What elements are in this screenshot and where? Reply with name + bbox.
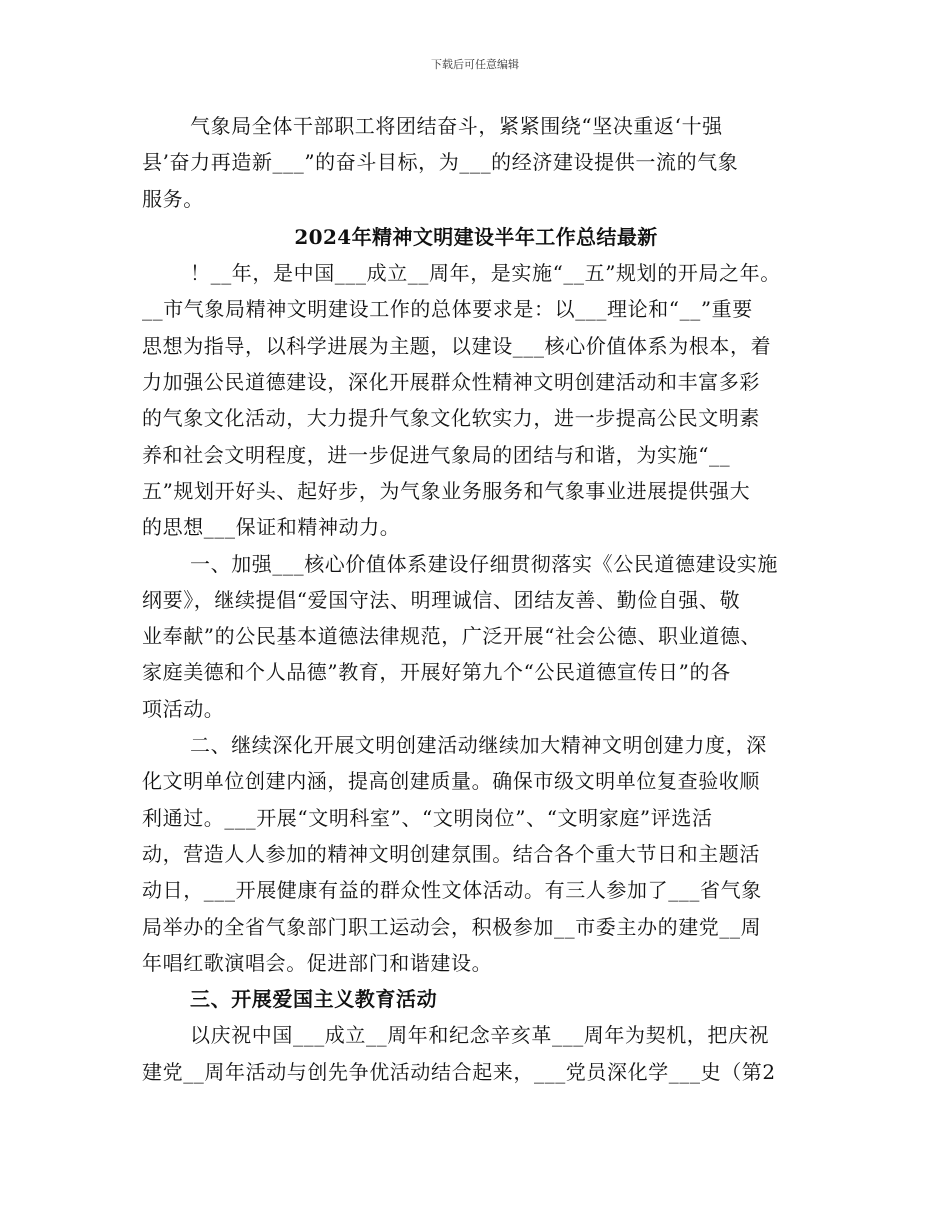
text-line: 局举办的全省气象部门职工运动会，积极参加__市委主办的建党__周 xyxy=(142,914,762,939)
text-line: 化文明单位创建内涵，提高创建质量。确保市级文明单位复查验收顺 xyxy=(142,769,760,794)
intro-paragraph xyxy=(142,108,810,217)
document-body xyxy=(142,108,810,1090)
text-line: 的思想___保证和精神动力。 xyxy=(142,515,401,540)
paragraph-overview xyxy=(142,255,810,545)
text-line: 养和社会文明程度，进一步促进气象局的团结与和谐，为实施“__ xyxy=(142,442,731,467)
text-line: 家庭美德和个人品德”教育，开展好第九个“公民道德宣传日”的各 xyxy=(142,660,731,685)
text-line: 五”规划开好头、起好步，为气象业务服务和气象事业进展提供强大 xyxy=(142,478,751,503)
text-line: 动，营造人人参加的精神文明创建氛围。结合各个重大节日和主题活 xyxy=(142,841,760,866)
paragraph-section-3 xyxy=(142,1017,810,1090)
text-line: 二、继续深化开展文明创建活动继续加大精神文明创建力度，深 xyxy=(190,733,767,758)
paragraph-section-1 xyxy=(142,546,810,727)
text-line: 思想为指导，以科学进展为主题，以建设___核心价值体系为根本，着 xyxy=(142,333,772,358)
text-line: 力加强公民道德建设，深化开展群众性精神文明创建活动和丰富多彩 xyxy=(142,370,760,395)
text-line: 一、加强___核心价值体系建设仔细贯彻落实《公民道德建设实施 xyxy=(190,551,778,576)
page-header: 下载后可任意编辑 xyxy=(431,58,519,71)
text-line: 建党__周年活动与创先争优活动结合起来，___党员深化学___史（第2 xyxy=(142,1059,776,1084)
text-line: 动日，___开展健康有益的群众性文体活动。有三人参加了___省气象 xyxy=(142,878,762,903)
document-title: 2024年精神文明建设半年工作总结最新 xyxy=(294,224,658,249)
text-line: 以庆祝中国___成立__周年和纪念辛亥革___周年为契机，把庆祝 xyxy=(190,1023,770,1048)
text-line: 气象局全体干部职工将团结奋斗，紧紧围绕“坚决重返‘十强 xyxy=(190,114,723,138)
text-line: 服务。 xyxy=(142,186,204,211)
text-line: 年唱红歌演唱会。促进部门和谐建设。 xyxy=(142,950,493,975)
text-line: 利通过。___开展“文明科室”、“文明岗位”、“文明家庭”评选活 xyxy=(142,805,713,830)
section-3-heading: 三、开展爱国主义教育活动 xyxy=(190,987,438,1012)
text-line: 县’奋力再造新___”的奋斗目标，为___的经济建设提供一流的气象 xyxy=(142,150,739,175)
text-line: 业奉献”的公民基本道德法律规范，广泛开展“社会公德、职业道德、 xyxy=(142,624,762,649)
text-line: 的气象文化活动，大力提升气象文化软实力，进一步提高公民文明素 xyxy=(142,406,760,431)
text-line: 纲要》，继续提倡“爱国守法、明理诚信、团结友善、勤俭自强、敬 xyxy=(142,587,741,612)
paragraph-section-2 xyxy=(142,727,810,981)
text-line: __市气象局精神文明建设工作的总体要求是：以___理论和“__”重要 xyxy=(142,297,753,322)
text-line: 项活动。 xyxy=(142,696,225,721)
text-line: ！__年，是中国___成立__周年，是实施“__五”规划的开局之年。 xyxy=(190,261,781,286)
